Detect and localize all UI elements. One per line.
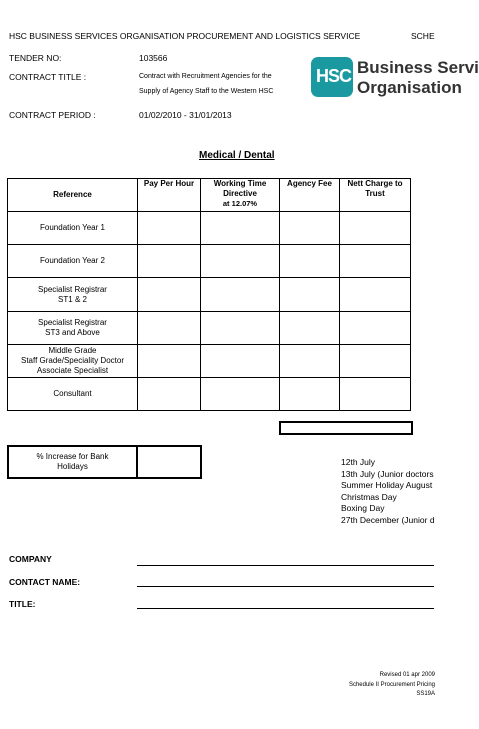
column-header-agency-fee xyxy=(280,179,340,212)
fee-cell[interactable] xyxy=(280,278,340,312)
agency-fee-label: Agency Fee xyxy=(287,179,332,188)
logo-line2: Organisation xyxy=(357,78,462,97)
row-label-line2: ST1 & 2 xyxy=(58,294,87,304)
contract-title-line2: Supply of Agency Staff to the Western HSC xyxy=(139,88,274,95)
row-label xyxy=(8,312,138,345)
row-label-line1: Specialist Registrar xyxy=(38,284,107,294)
table-row xyxy=(8,345,411,378)
company-field[interactable] xyxy=(137,565,434,566)
wtd-cell[interactable] xyxy=(201,278,280,312)
row-label xyxy=(8,212,138,245)
contract-period-value: 01/02/2010 - 31/01/2013 xyxy=(139,110,232,120)
title-field[interactable] xyxy=(137,608,434,609)
row-label-line1: Middle Grade xyxy=(48,346,97,355)
fee-cell[interactable] xyxy=(280,245,340,278)
row-label-line3: Associate Specialist xyxy=(36,366,109,375)
nett-cell[interactable] xyxy=(340,378,411,411)
nett-cell[interactable] xyxy=(340,245,411,278)
fee-cell[interactable] xyxy=(280,378,340,411)
nett-cell[interactable] xyxy=(340,278,411,312)
contact-name-field[interactable] xyxy=(137,586,434,587)
row-label-line2: Staff Grade/Speciality Doctor xyxy=(20,356,124,365)
section-title: Medical / Dental xyxy=(199,150,275,161)
wtd-cell[interactable] xyxy=(201,312,280,345)
wtd-cell[interactable] xyxy=(201,378,280,411)
column-header-reference-label: Reference xyxy=(53,190,92,199)
holiday-item: 13th July (Junior doctors xyxy=(341,468,434,479)
holiday-item: Boxing Day xyxy=(341,503,385,513)
pricing-table xyxy=(7,178,411,411)
row-label xyxy=(8,245,138,278)
table-row xyxy=(8,245,411,278)
tender-value: 103566 xyxy=(139,53,168,63)
title-label: TITLE: xyxy=(9,599,36,609)
fee-cell[interactable] xyxy=(280,312,340,345)
column-header-working-time xyxy=(201,179,280,212)
table-row xyxy=(8,378,411,411)
holiday-item: Christmas Day xyxy=(341,491,397,502)
pay-cell[interactable] xyxy=(138,312,201,345)
wtd-cell[interactable] xyxy=(201,245,280,278)
tender-label: TENDER NO: xyxy=(9,53,62,63)
pay-cell[interactable] xyxy=(138,212,201,245)
footer-revised: Revised 01 apr 2009 xyxy=(379,672,435,678)
pay-cell[interactable] xyxy=(138,278,201,312)
column-header-nett-charge xyxy=(340,179,411,212)
column-header-reference xyxy=(8,179,138,212)
bank-holiday-table xyxy=(7,445,202,479)
holiday-item: Summer Holiday August xyxy=(341,480,433,490)
row-label-line2: ST3 and Above xyxy=(45,328,100,337)
nett-charge-line2: Trust xyxy=(365,189,385,198)
pay-cell[interactable] xyxy=(138,245,201,278)
total-box[interactable] xyxy=(279,421,413,435)
nett-cell[interactable] xyxy=(340,212,411,245)
row-label-line1: Consultant xyxy=(53,389,92,398)
nett-cell[interactable] xyxy=(340,345,411,378)
table-row xyxy=(8,312,411,345)
pay-cell[interactable] xyxy=(138,378,201,411)
bank-holiday-input[interactable] xyxy=(137,446,201,478)
contract-period-label: CONTRACT PERIOD : xyxy=(9,110,96,120)
pay-per-hour-label: Pay Per Hour xyxy=(143,179,195,188)
contract-title-label: CONTRACT TITLE : xyxy=(9,72,87,82)
holiday-item: 27th December (Junior d xyxy=(341,514,435,525)
bank-label-line2: Holidays xyxy=(57,462,88,471)
schedule-fragment: SCHE xyxy=(411,31,435,41)
table-row xyxy=(8,212,411,245)
logo-line1: Business Servi xyxy=(357,58,479,77)
holiday-list xyxy=(341,457,435,526)
row-label xyxy=(8,345,138,378)
footer-code: SS19A xyxy=(416,691,435,697)
holiday-item: 12th July xyxy=(341,457,376,467)
nett-cell[interactable] xyxy=(340,312,411,345)
org-title: HSC BUSINESS SERVICES ORGANISATION PROCUREMENT AND LOGISTICS SERVICE xyxy=(9,31,361,41)
working-time-line1: Working Time xyxy=(213,179,267,188)
table-header-row xyxy=(8,179,411,212)
fee-cell[interactable] xyxy=(280,212,340,245)
footer-schedule: Schedule II Procurement Pricing xyxy=(348,682,435,688)
row-label xyxy=(8,278,138,312)
contact-name-label: CONTACT NAME: xyxy=(9,577,81,587)
row-label xyxy=(8,378,138,411)
bank-holiday-label xyxy=(8,446,137,478)
wtd-cell[interactable] xyxy=(201,212,280,245)
row-label-line1: Foundation Year 2 xyxy=(40,256,105,265)
fee-cell[interactable] xyxy=(280,345,340,378)
pay-cell[interactable] xyxy=(138,345,201,378)
hsc-logo xyxy=(311,57,353,97)
logo-mark: HSC xyxy=(316,66,352,86)
column-header-pay-per-hour xyxy=(138,179,201,212)
bank-label-line1: % Increase for Bank xyxy=(36,452,109,461)
wtd-cell[interactable] xyxy=(201,345,280,378)
contract-title-line1: Contract with Recruitment Agencies for the xyxy=(139,73,272,80)
working-time-line3: at 12.07% xyxy=(222,199,258,208)
row-label-line1: Specialist Registrar xyxy=(38,318,107,327)
table-row xyxy=(8,278,411,312)
working-time-line2: Directive xyxy=(223,189,257,198)
company-label: COMPANY xyxy=(9,554,52,564)
row-label-line1: Foundation Year 1 xyxy=(40,223,105,232)
nett-charge-line1: Nett Charge to xyxy=(347,179,403,188)
